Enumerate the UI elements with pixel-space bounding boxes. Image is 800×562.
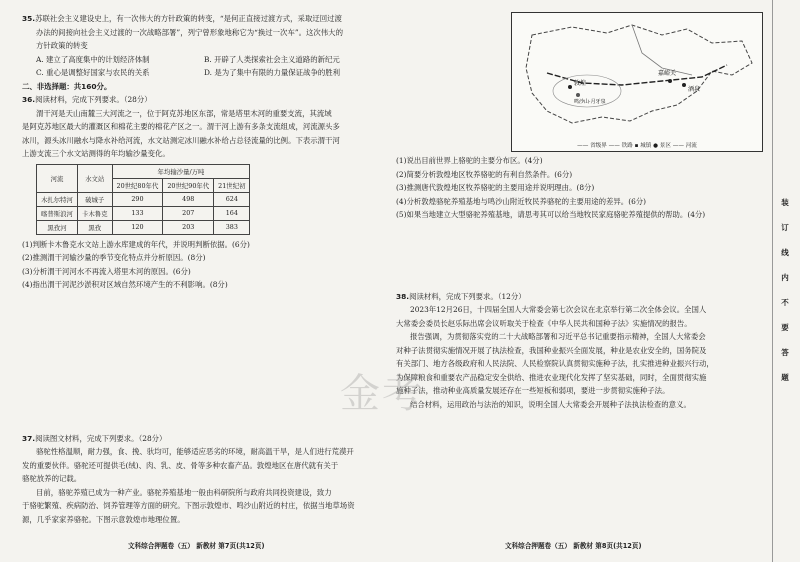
dunhuang-map xyxy=(511,12,763,152)
q36-sub-1: (1)判断卡木鲁克水文站上游水库建成的年代，并说明判断依据。(6分) xyxy=(22,239,250,249)
margin-char: 线 xyxy=(781,248,789,257)
table-header-decade: 20世纪90年代 xyxy=(163,178,214,192)
q35-text-2: 方针政策的转变 xyxy=(36,41,88,50)
left-footer: 文科综合押题卷（五） 新教材 第7页(共12页) xyxy=(128,542,265,550)
margin-char: 内 xyxy=(781,273,789,282)
q35-option-b[interactable]: B. 开辟了人类探索社会主义道路的新纪元 xyxy=(204,54,340,64)
table-cell: 383 xyxy=(214,220,250,234)
table-row xyxy=(37,192,250,206)
q36-text-0: 渭干河是天山南麓三大河流之一，位于阿克苏地区东部，常是塔里木河的重要支流，其流域 xyxy=(36,108,332,118)
q35-option-c[interactable]: C. 重心是调整好国家与农民的关系 xyxy=(36,68,150,77)
answer-space xyxy=(22,292,390,432)
table-header-decade: 21世纪初 xyxy=(214,178,250,192)
q35-option-d[interactable]: D. 是为了集中有限的力量保证战争的胜利 xyxy=(204,68,341,77)
table-cell: 卡木鲁克 xyxy=(77,206,112,220)
map-legend: —— 省级界 —— 铁路 ▪ 城镇 ● 景区 —— 河流 xyxy=(577,143,697,149)
q36-text-2: 冰川，源头冰川融水与降水补给河流，水文站测定冰川融水补给占总径流量的比例。下表示渭干河 xyxy=(22,135,340,145)
q36-intro: 阅读材料，完成下列要求。（28分） xyxy=(35,95,152,104)
q38-intro: 阅读材料，完成下列要求。（12分） xyxy=(409,291,526,301)
section-heading: 二、非选择题：共160分。 xyxy=(22,81,112,91)
q37-text-3: 目前，骆驼养殖已成为一种产业。骆驼养殖基地一般由科研院所与政府共同投资建设，致力 xyxy=(36,487,332,497)
right-page xyxy=(396,12,758,411)
q38-text-6: 施种子法，推动种业高质量发展还存在一些短板和弱项，要进一步贯彻实施种子法。 xyxy=(396,386,670,395)
q38-text-7: 结合材料，运用政治与法治的知识，说明全国人大常委会开展种子法执法检查的意义。 xyxy=(410,399,691,409)
table-cell: 203 xyxy=(163,220,214,234)
binding-line xyxy=(772,0,773,562)
q35-text-0: 苏联社会主义建设史上，有一次伟大的方针政策的转变，“是何正直接过渡方式，采取迂回过渡 xyxy=(35,14,342,23)
q38-text-4: 有关部门、地方各级政府和人民法院、人民检察院认真贯彻实施种子法，扎实推进种业振兴行动， xyxy=(396,359,714,368)
table-row xyxy=(37,206,250,220)
table-cell: 木扎尔特河 xyxy=(37,192,78,206)
table-header-station: 水文站 xyxy=(77,164,112,192)
map-label-jiuquan: 酒泉 xyxy=(688,86,701,93)
left-page xyxy=(22,12,390,526)
q38-number: 38. xyxy=(396,291,410,301)
q36-text-3: 上游支流三个水文站测得的年均输沙量变化。 xyxy=(22,149,170,158)
table-cell: 黑孜河 xyxy=(37,220,78,234)
answer-space xyxy=(396,222,758,290)
right-footer: 文科综合押题卷（五） 新教材 第8页(共12页) xyxy=(505,542,642,550)
table-cell: 120 xyxy=(112,220,163,234)
q38-text-5: 为保障粮食和重要农产品稳定安全供给、推进农业现代化发挥了坚实基础，同时，全面贯彻实施 xyxy=(396,372,707,382)
q36-sub-4: (4)指出渭干河泥沙淤积对区域自然环境产生的不利影响。(8分) xyxy=(22,280,228,289)
table-cell: 207 xyxy=(163,206,214,220)
table-cell: 498 xyxy=(163,192,214,206)
q37-text-2: 骆驼放养的记载。 xyxy=(22,474,82,483)
q37-sub-2: (2)简要分析敦煌地区牧养骆驼的有利自然条件。(6分) xyxy=(396,169,573,179)
q36-line xyxy=(22,93,390,107)
margin-char: 不 xyxy=(781,298,789,307)
margin-char: 装 xyxy=(781,198,789,207)
q37-sub-5: (5)如果当地建立大型骆驼养殖基地，请思考其可以给当地牧民家庭骆驼养殖提供的帮助。(4分) xyxy=(396,210,706,219)
q38-text-2: 报告强调，为贯彻落实党的二十大战略部署和习近平总书记重要指示精神，全国人大常委会 xyxy=(410,332,706,341)
table-header-sediment: 年均输沙量/万吨 xyxy=(112,164,250,178)
table-header-river: 河流 xyxy=(37,164,78,192)
q35-number: 35. xyxy=(22,14,36,23)
q37-text-0: 骆驼性格温顺，耐力强，食、挽、驮均可，能够适应恶劣的环境，耐高温干旱，是人们进行荒漠开 xyxy=(36,447,354,456)
margin-char: 题 xyxy=(781,373,789,382)
table-cell: 290 xyxy=(112,192,163,206)
map-label-mingsha: 鸣沙山·月牙泉 xyxy=(574,99,606,105)
province-border xyxy=(526,25,752,123)
table-cell: 164 xyxy=(214,206,250,220)
jiayuguan-marker xyxy=(668,79,672,83)
table-cell: 喀普斯浪河 xyxy=(37,206,78,220)
map-drawing xyxy=(512,13,762,137)
q36-sub-3: (3)分析渭干河河水不再流入塔里木河的原因。(6分) xyxy=(22,266,191,276)
binding-margin-text xyxy=(776,190,794,390)
q37-sub-1: (1)说出目前世界上骆驼的主要分布区。(4分) xyxy=(396,156,543,165)
q36-sub-2: (2)推测渭干河输沙量的季节变化特点并分析原因。(8分) xyxy=(22,253,206,262)
q37-text-1: 发的重要伙伴。骆驼还可提供毛(绒)、肉、乳、皮、骨等多种农畜产品。敦煌地区在唐代就有关于 xyxy=(22,460,339,470)
q35-options-row2 xyxy=(22,66,390,80)
table-cell: 133 xyxy=(112,206,163,220)
q37-intro: 阅读图文材料，完成下列要求。（28分） xyxy=(35,433,167,443)
q38-text-0: 2023年12月26日，十四届全国人大常委会第七次会议在北京举行第二次全体会议。全国人 xyxy=(410,305,707,314)
q37-text-4: 于骆驼繁殖、疾病防治、饲养管理等方面的研究。下图示敦煌市、鸣沙山附近的村庄，依据当地草场资 xyxy=(22,501,355,510)
q35-line xyxy=(22,12,390,26)
q38-line xyxy=(396,290,758,304)
table-cell: 624 xyxy=(214,192,250,206)
table-row xyxy=(37,220,250,234)
margin-char: 订 xyxy=(781,223,789,232)
mingsha-marker xyxy=(576,93,580,97)
q35-option-a[interactable]: A. 建立了高度集中的计划经济体制 xyxy=(36,54,150,64)
q35-text-1: 办法的间接向社会主义过渡的一次战略部署”，列宁曾形象地称它为“换过一次车”。这次伟大的 xyxy=(36,27,343,37)
q36-text-1: 是阿克苏地区最大的灌溉区和棉花主要的棉花产区之一。渭干河上游有多条支流组成，河流源头多 xyxy=(22,122,340,131)
q37-text-5: 源，几乎家家养骆驼。下图示意敦煌市地理位置。 xyxy=(22,514,185,524)
map-label-jiayuguan: 嘉峪关 xyxy=(658,70,677,77)
q37-number: 37. xyxy=(22,433,36,443)
q35-options-row1 xyxy=(22,53,390,67)
q37-line xyxy=(22,432,390,446)
river-line xyxy=(632,25,692,75)
sediment-table xyxy=(36,164,250,235)
table-header-decade: 20世纪80年代 xyxy=(112,178,163,192)
table-cell: 黑孜 xyxy=(77,220,112,234)
table-cell: 破城子 xyxy=(77,192,112,206)
q36-number: 36. xyxy=(22,95,36,104)
q37-sub-4: (4)分析敦煌骆驼养殖基地与鸣沙山附近牧民养骆驼的主要用途的差异。(6分) xyxy=(396,196,647,206)
q37-sub-3: (3)推测唐代敦煌地区牧养骆驼的主要用途并说明理由。(8分) xyxy=(396,183,595,192)
dunhuang-marker xyxy=(568,85,572,89)
q38-text-1: 大常委会委员长赵乐际出席会议听取关于检查《中华人民共和国种子法》实施情况的报告。 xyxy=(396,318,692,328)
q38-text-3: 对种子法贯彻实施情况开展了执法检查，我国种业振兴全面发展，种业是农业安全的，国务院及 xyxy=(396,345,707,355)
watermark: 金考 xyxy=(340,371,424,417)
map-label-dunhuang: 敦煌 xyxy=(574,80,587,87)
margin-char: 要 xyxy=(781,323,789,332)
margin-char: 答 xyxy=(781,348,789,357)
jiuquan-marker xyxy=(682,83,686,87)
